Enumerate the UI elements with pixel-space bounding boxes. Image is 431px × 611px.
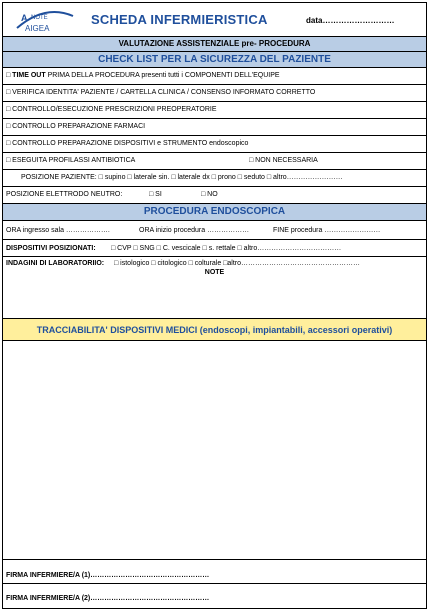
procedura-title: PROCEDURA ENDOSCOPICA xyxy=(3,204,426,221)
ora-ingresso-field[interactable]: ORA ingresso sala ………………. xyxy=(6,227,110,234)
indagini-options[interactable]: □ istologico □ citologico □ colturale □altro…………………………………………… xyxy=(114,260,361,267)
posizione-paziente-options: POSIZIONE PAZIENTE: □ supino □ laterale sin. □ laterale dx □ prono □ seduto □ altro…………………… xyxy=(21,174,343,181)
nursing-form xyxy=(2,2,427,609)
firma-2-row[interactable] xyxy=(3,584,426,607)
form-title: SCHEDA INFERMIERISTICA xyxy=(91,12,268,27)
valutazione-header: VALUTAZIONE ASSISTENZIALE pre- PROCEDURA xyxy=(3,37,426,52)
posizione-elettrodo-label: POSIZIONE ELETTRODO NEUTRO: xyxy=(6,191,123,198)
dispositivi-label: DISPOSITIVI POSIZIONATI: xyxy=(6,245,96,252)
checklist-item-label: □ CONTROLLO PREPARAZIONE DISPOSITIVI e STRUMENTO endoscopico xyxy=(6,140,249,147)
tracciabilita-area[interactable] xyxy=(3,341,426,560)
note-label: NOTE xyxy=(204,269,225,276)
dispositivi-row xyxy=(3,240,426,257)
checklist-item-dispositivi[interactable] xyxy=(3,136,426,153)
ora-inizio-field[interactable]: ORA inizio procedura ……………… xyxy=(139,227,250,234)
profilassi-eseguita-checkbox[interactable]: □ ESEGUITA PROFILASSI ANTIBIOTICA xyxy=(6,157,136,164)
tracciabilita-title: TRACCIABILITA' DISPOSITIVI MEDICI (endoscopi, impiantabili, accessori operativi) xyxy=(3,319,426,341)
ora-fine-field[interactable]: FINE procedura …………………… xyxy=(273,227,381,234)
svg-text:AIGEA: AIGEA xyxy=(25,24,50,33)
svg-text:NOTE: NOTE xyxy=(31,15,48,21)
checklist-item-label: □ CONTROLLO PREPARAZIONE FARMACI xyxy=(6,123,146,130)
aigea-logo xyxy=(15,6,75,34)
svg-text:A: A xyxy=(21,13,28,23)
note-area[interactable] xyxy=(3,269,426,319)
posizione-elettrodo-row xyxy=(3,187,426,204)
firma-1-label: FIRMA INFERMIERE/A (1)…………………………………………… xyxy=(6,572,210,579)
form-header xyxy=(3,3,426,37)
firma-2-label: FIRMA INFERMIERE/A (2)…………………………………………… xyxy=(6,595,210,602)
profilassi-non-necessaria-checkbox[interactable]: □ NON NECESSARIA xyxy=(249,157,318,164)
elettrodo-si-checkbox[interactable]: □ SI xyxy=(149,191,162,198)
checklist-title: CHECK LIST PER LA SICUREZZA DEL PAZIENTE xyxy=(3,52,426,68)
dispositivi-options[interactable]: □ CVP □ SNG □ C. vescicale □ s. rettale □ altro……………………………… xyxy=(111,245,342,252)
indagini-row xyxy=(3,257,426,269)
profilassi-row xyxy=(3,153,426,170)
posizione-paziente-row[interactable] xyxy=(3,170,426,187)
checklist-item-bold: □ TIME OUT xyxy=(6,72,46,79)
firma-1-row[interactable] xyxy=(3,560,426,584)
checklist-item-time-out[interactable] xyxy=(3,68,426,85)
orari-row xyxy=(3,221,426,240)
indagini-label: INDAGINI DI LABORATORIIO: xyxy=(6,260,105,267)
checklist-item-label: □ CONTROLLO/ESECUZIONE PRESCRIZIONI PREOPERATORIE xyxy=(6,106,217,113)
checklist-item-verifica-identita[interactable] xyxy=(3,85,426,102)
checklist-item-label: PRIMA DELLA PROCEDURA presenti tutti i COMPONENTI DELL'EQUIPE xyxy=(45,72,280,79)
checklist-item-prescrizioni[interactable] xyxy=(3,102,426,119)
checklist-item-label: □ VERIFICA IDENTITA' PAZIENTE / CARTELLA CLINICA / CONSENSO INFORMATO CORRETTO xyxy=(6,89,316,96)
elettrodo-no-checkbox[interactable]: □ NO xyxy=(201,191,218,198)
date-field[interactable]: data……………………… xyxy=(306,16,395,25)
checklist-item-farmaci[interactable] xyxy=(3,119,426,136)
